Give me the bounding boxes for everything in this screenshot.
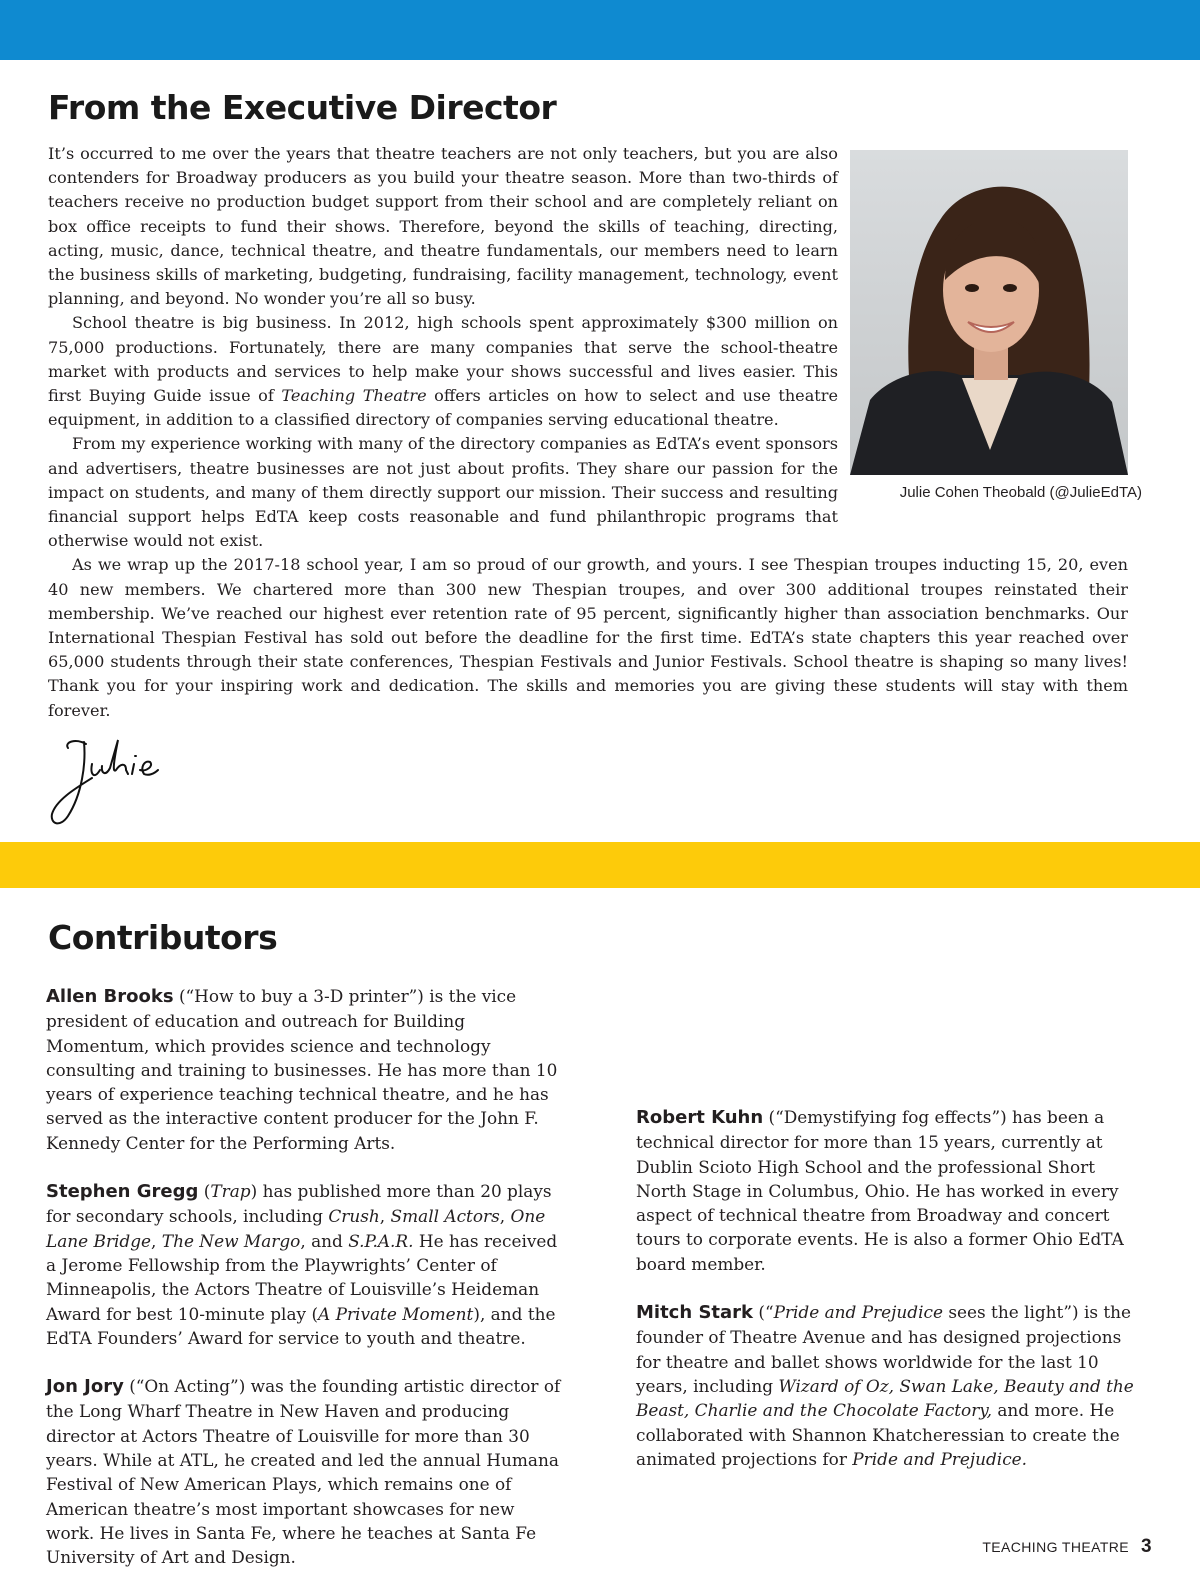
bio-allen-brooks: Allen Brooks (“How to buy a 3-D printer”) is the vice president of education and outreach for Building Momentum, which provides science and technology consulting and training to businesses. He has more than 10 years of experience teaching technical theatre, and he has served as the interactive content producer for the John F. Kennedy Center for the Performing Arts.: [46, 986, 558, 1153]
director-photo-block: [856, 146, 1142, 514]
publication-name: TEACHING THEATRE: [982, 1539, 1130, 1555]
letter-paragraph-3: From my experience working with many of the directory companies as EdTA’s event sponsors and advertisers, theatre businesses are not just about profits. They share our passion for the impact on students, and many of them directly support our mission. Their success and resulting financial support helps EdTA keep costs reasonable and fund philanthropic programs that otherwise would not exist.: [48, 434, 838, 551]
page-footer: [982, 1536, 1152, 1558]
letter-paragraph-2: School theatre is big business. In 2012, high schools spent approximately $300 million on 75,000 productions. Fortunately, there are many companies that serve the school-theatre market with products and services to help make your shows successful and lives easier. This first Buying Guide issue of Teaching Theatre offers articles on how to select and use theatre equipment, in addition to a classified directory of companies serving educational theatre.: [48, 313, 838, 430]
letter-paragraph-1: It’s occurred to me over the years that theatre teachers are not only teachers, but you are also contenders for Broadway producers as you build your theatre season. More than two-thirds of teachers receive no production budget support from their school and are completely reliant on box office receipts to fund their shows. Therefore, beyond the skills of teaching, directing, acting, music, dance, technical theatre, and theatre fundamentals, our members need to learn the business skills of marketing, budgeting, fundraising, facility management, technology, event planning, and beyond. No wonder you’re all so busy.: [48, 144, 838, 309]
photo-caption: Julie Cohen Theobald (@JulieEdTA): [899, 484, 1142, 501]
bio-mitch-stark: Mitch Stark (“Pride and Prejudice sees the light”) is the founder of Theatre Avenue and has designed projections for theatre and ballet shows worldwide for the last 10 years, including Wizard of Oz, Swan Lake, Beauty and the Beast, Charlie and the Chocolate Factory, and more. He collaborated with Shannon Khatcheressian to create the animated projections for Pride and Prejudice.: [636, 1302, 1134, 1469]
contributors-column-right: [636, 985, 1146, 1495]
bio-jon-jory: Jon Jory (“On Acting”) was the founding artistic director of the Long Wharf Theatre in New Haven and producing director at Actors Theatre of Louisville for more than 30 years. While at ATL, he created and led the annual Humana Festival of New American Plays, which remains one of American theatre’s most important showcases for new work. He lives in Santa Fe, where he teaches at Santa Fe University of Art and Design.: [46, 1376, 561, 1568]
bio-stephen-gregg: Stephen Gregg (Trap) has published more than 20 plays for secondary schools, including Crush, Small Actors, One Lane Bridge, The New Margo, and S.P.A.R. He has received a Jerome Fellowship from the Playwrights’ Center of Minneapolis, the Actors Theatre of Louisville’s Heideman Award for best 10-minute play (A Private Moment), and the EdTA Founders’ Award for service to youth and theatre.: [46, 1181, 558, 1348]
page-number: 3: [1141, 1536, 1152, 1557]
middle-yellow-band: [0, 842, 1200, 888]
letter-paragraph-4: As we wrap up the 2017-18 school year, I am so proud of our growth, and yours. I see Thespian troupes inducting 15, 20, even 40 new members. We chartered more than 300 new Thespian troupes, and over 300 additional troupes reinstated their membership. We’ve reached our highest ever retention rate of 95 percent, significantly higher than association benchmarks. Our International Thespian Festival has sold out before the deadline for the first time. EdTA’s state chapters this year reached over 65,000 students through their state conferences, Thespian Festivals and Junior Festivals. School theatre is shaping so many lives! Thank you for your inspiring work and dedication. The skills and memories you are giving these students will stay with them forever.: [48, 555, 1128, 720]
director-letter: [48, 142, 1142, 723]
executive-director-heading: From the Executive Director: [48, 88, 557, 127]
julie-signature: [46, 734, 176, 830]
portrait-illustration: [850, 150, 1128, 475]
top-blue-band: [0, 0, 1200, 60]
director-portrait-photo: [850, 150, 1128, 475]
contributors-heading: Contributors: [48, 918, 278, 957]
bio-robert-kuhn: Robert Kuhn (“Demystifying fog effects”) has been a technical director for more than 15 years, currently at Dublin Scioto High School and the professional Short North Stage in Columbus, Ohio. He has worked in every aspect of technical theatre from Broadway and concert tours to corporate events. He is also a former Ohio EdTA board member.: [636, 1107, 1124, 1274]
contributors-column-left: [46, 984, 566, 1594]
